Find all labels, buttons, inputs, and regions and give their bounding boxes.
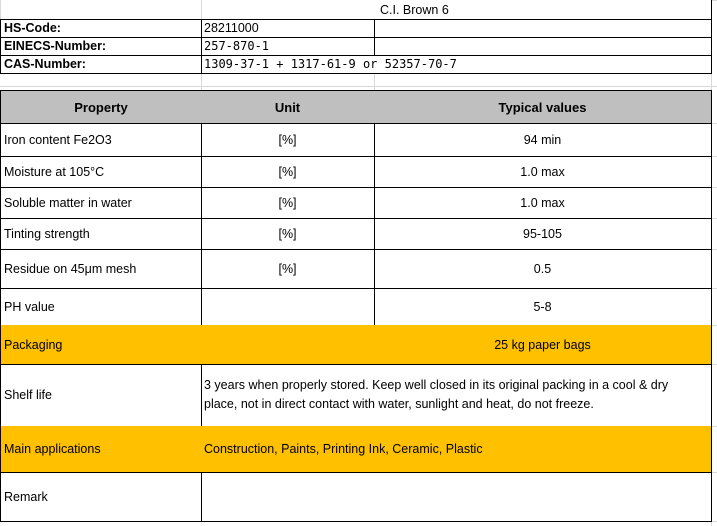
unit-cell[interactable] xyxy=(201,156,375,188)
packaging-label-cell[interactable] xyxy=(0,325,202,365)
column-header-unit[interactable] xyxy=(201,90,375,124)
packaging-unit-cell[interactable] xyxy=(201,325,375,365)
property-cell[interactable] xyxy=(0,187,202,219)
packaging-value: 25 kg paper bags xyxy=(494,337,591,352)
property-label: Moisture at 105°C xyxy=(4,164,105,179)
gridline xyxy=(374,73,375,91)
value-cell[interactable] xyxy=(374,218,712,250)
unit-label: [%] xyxy=(278,261,297,276)
unit-cell[interactable] xyxy=(201,218,375,250)
empty-cell[interactable] xyxy=(201,0,375,20)
gridline xyxy=(0,86,717,87)
unit-cell[interactable] xyxy=(201,187,375,219)
property-cell[interactable] xyxy=(0,123,202,157)
hs-code-value-cell[interactable] xyxy=(201,19,375,38)
product-name: C.I. Brown 6 xyxy=(380,2,449,17)
shelf-life-value: 3 years when properly stored. Keep well closed in its original packing in a cool & dry place, not in direct contact with water, sunlight and heat, do not freeze. xyxy=(204,378,669,411)
value-cell[interactable] xyxy=(374,156,712,188)
property-cell[interactable] xyxy=(0,249,202,289)
remark-label-cell[interactable] xyxy=(0,472,202,522)
applications-value: Construction, Paints, Printing Ink, Ceramic, Plastic xyxy=(204,442,483,456)
empty-cell[interactable] xyxy=(374,19,712,38)
applications-label-cell[interactable] xyxy=(0,426,202,473)
einecs-label-cell[interactable] xyxy=(0,37,202,56)
unit-label: [%] xyxy=(278,132,297,147)
value-label: 5-8 xyxy=(533,299,552,314)
value-label: 95-105 xyxy=(523,226,562,241)
property-cell[interactable] xyxy=(0,156,202,188)
unit-cell[interactable] xyxy=(201,249,375,289)
property-label: Soluble matter in water xyxy=(4,195,132,210)
column-header-typical-values[interactable] xyxy=(374,90,712,124)
cas-label: CAS-Number: xyxy=(4,57,86,71)
property-label: Residue on 45μm mesh xyxy=(4,261,137,276)
property-cell[interactable] xyxy=(0,288,202,326)
hs-code-label-cell[interactable] xyxy=(0,19,202,38)
packaging-label: Packaging xyxy=(4,337,63,352)
remark-label: Remark xyxy=(4,489,48,504)
value-label: 1.0 max xyxy=(520,195,565,210)
value-label: 94 min xyxy=(523,132,562,147)
shelf-life-label: Shelf life xyxy=(4,388,52,402)
product-name-cell[interactable] xyxy=(374,0,712,20)
shelf-life-label-cell[interactable] xyxy=(0,364,202,427)
gridline xyxy=(201,73,202,91)
column-header-property[interactable] xyxy=(0,90,202,124)
value-cell[interactable] xyxy=(374,187,712,219)
value-cell[interactable] xyxy=(374,249,712,289)
cas-label-cell[interactable] xyxy=(0,55,202,74)
applications-label: Main applications xyxy=(4,442,101,456)
einecs-value-cell[interactable] xyxy=(201,37,375,56)
unit-label: [%] xyxy=(278,164,297,179)
hs-code-label: HS-Code: xyxy=(4,21,61,35)
unit-label: [%] xyxy=(278,226,297,241)
value-cell[interactable] xyxy=(374,123,712,157)
property-label: Tinting strength xyxy=(4,226,90,241)
column-header-label: Property xyxy=(74,99,128,115)
unit-cell[interactable] xyxy=(201,288,375,326)
empty-cell[interactable] xyxy=(374,37,712,56)
value-label: 1.0 max xyxy=(520,164,565,179)
empty-cell[interactable] xyxy=(0,0,202,20)
packaging-value-cell[interactable] xyxy=(374,325,712,365)
hs-code-value: 28211000 xyxy=(204,21,259,35)
property-label: PH value xyxy=(4,299,55,314)
cas-value: 1309-37-1 + 1317-61-9 or 52357-70-7 xyxy=(204,57,457,71)
column-header-label: Unit xyxy=(274,99,301,115)
remark-value-cell[interactable] xyxy=(201,472,712,522)
unit-cell[interactable] xyxy=(201,123,375,157)
property-label: Iron content Fe2O3 xyxy=(4,132,112,147)
shelf-life-value-cell[interactable] xyxy=(201,364,712,427)
property-cell[interactable] xyxy=(0,218,202,250)
cas-value-cell[interactable] xyxy=(201,55,712,74)
applications-value-cell[interactable] xyxy=(201,426,712,473)
value-cell[interactable] xyxy=(374,288,712,326)
column-header-label: Typical values xyxy=(498,99,587,115)
value-label: 0.5 xyxy=(533,261,552,276)
unit-label: [%] xyxy=(278,195,297,210)
einecs-value: 257-870-1 xyxy=(204,39,270,53)
einecs-label: EINECS-Number: xyxy=(4,39,107,53)
